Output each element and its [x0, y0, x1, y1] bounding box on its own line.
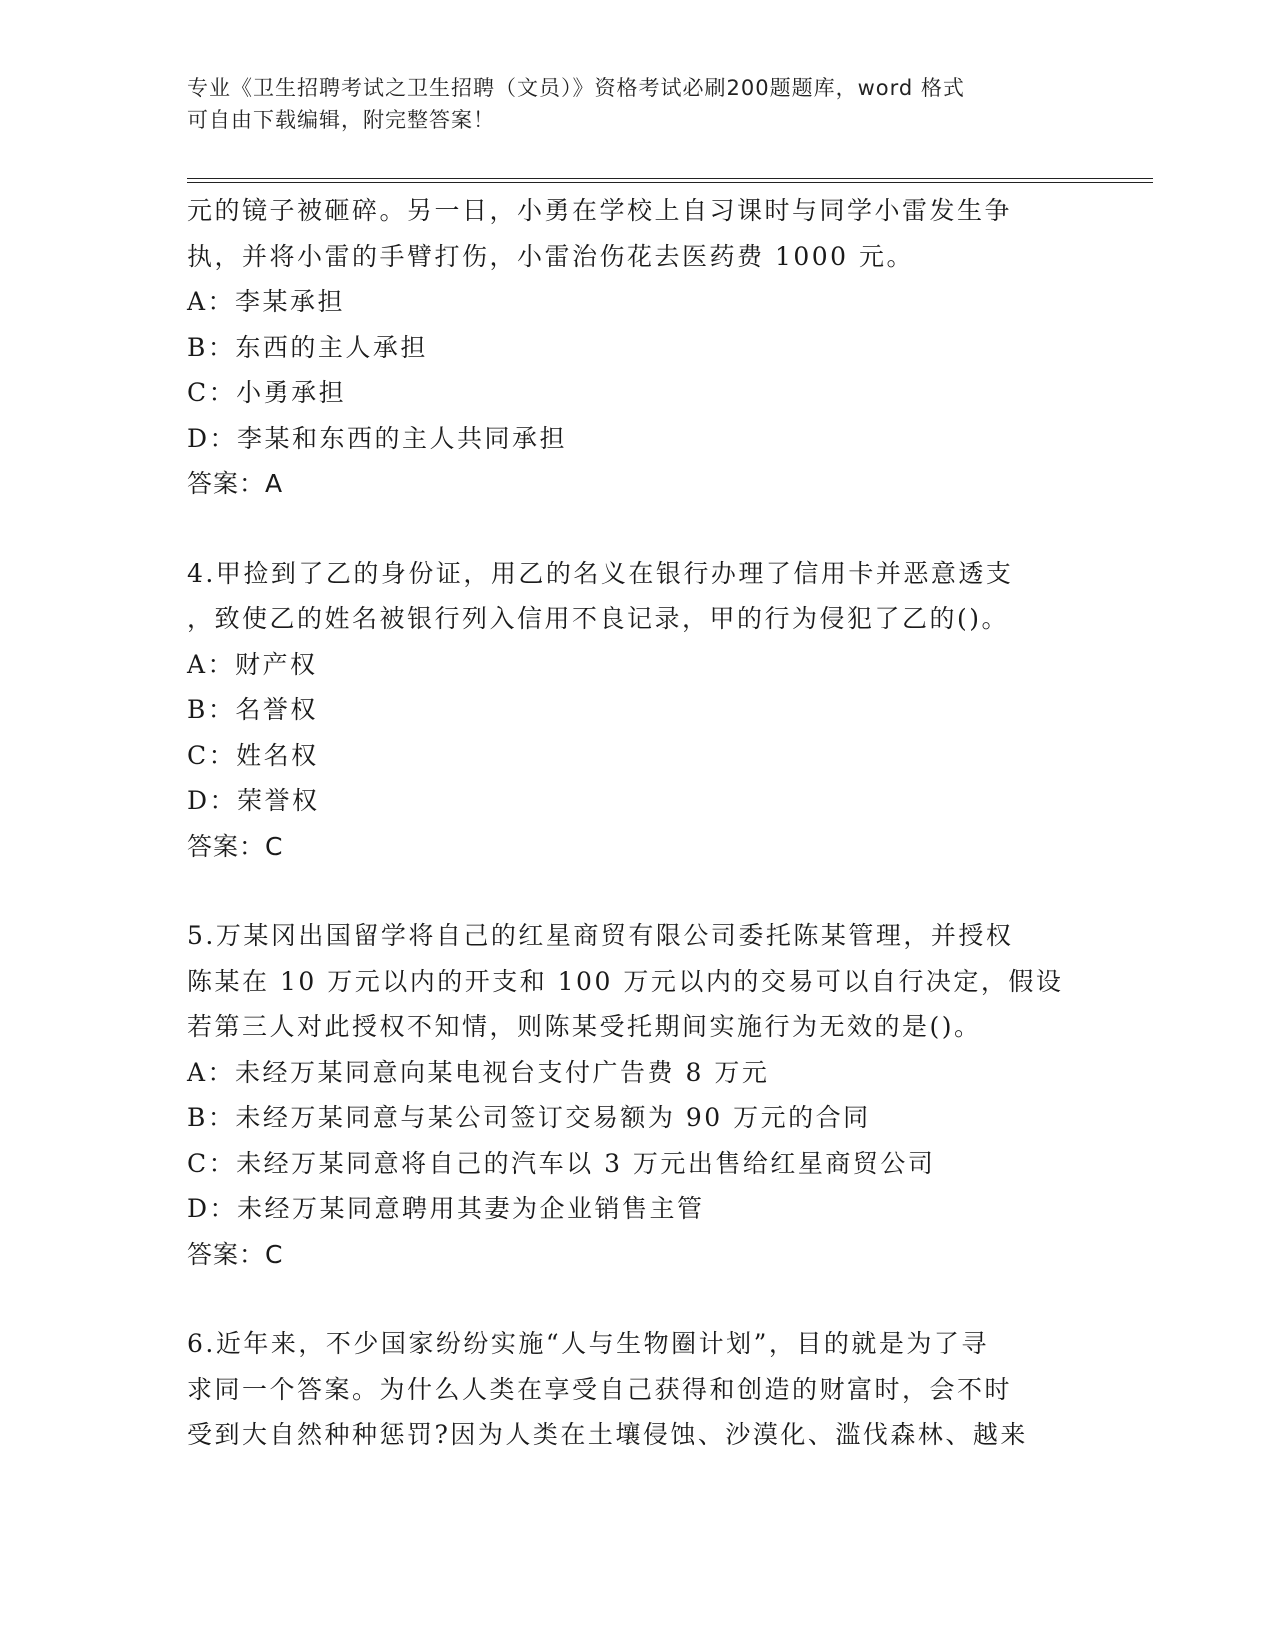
answer-line: 答案：C	[187, 1239, 284, 1269]
spacer	[187, 1277, 1087, 1321]
header-title-line-2: 可自由下载编辑，附完整答案！	[187, 108, 495, 132]
option-c: C：未经万某同意将自己的汽车以 3 万元出售给红星商贸公司	[187, 1148, 936, 1178]
question-text-line: 6.近年来，不少国家纷纷实施“人与生物圈计划”，目的就是为了寻	[187, 1329, 989, 1358]
question-text-line: 4.甲捡到了乙的身份证，用乙的名义在银行办理了信用卡并恶意透支	[187, 558, 1014, 588]
header-divider-bottom	[187, 182, 1153, 183]
option-c: C：小勇承担	[187, 378, 347, 407]
page-header	[187, 72, 1067, 136]
option-d: D：荣誉权	[187, 786, 320, 815]
question-text-line: 求同一个答案。为什么人类在享受自己获得和创造的财富时，会不时	[187, 1374, 1013, 1404]
question-text-line: 受到大自然种种惩罚?因为人类在土壤侵蚀、沙漠化、滥伐森林、越来	[187, 1420, 1028, 1449]
spacer	[187, 869, 1087, 913]
spacer	[187, 507, 1087, 551]
header-divider-top	[187, 178, 1153, 179]
option-d: D：未经万某同意聘用其妻为企业销售主管	[187, 1194, 705, 1223]
question-text-line: 5.万某冈出国留学将自己的红星商贸有限公司委托陈某管理，并授权	[187, 921, 1014, 950]
option-a: A：未经万某同意向某电视台支付广告费 8 万元	[187, 1057, 770, 1087]
option-a: A：李某承担	[187, 287, 346, 316]
option-c: C：姓名权	[187, 740, 319, 770]
answer-line: 答案：A	[187, 469, 284, 498]
question-text-line: 执，并将小雷的手臂打伤，小雷治伤花去医药费 1000 元。	[187, 241, 915, 271]
question-4	[187, 551, 1087, 870]
question-text-line: 元的镜子被砸碎。另一日，小勇在学校上自习课时与同学小雷发生争	[187, 196, 1013, 225]
option-b: B：未经万某同意与某公司签订交易额为 90 万元的合同	[187, 1103, 871, 1132]
option-b: B：名誉权	[187, 695, 318, 724]
question-5	[187, 913, 1087, 1277]
answer-line: 答案：C	[187, 831, 284, 861]
option-b: B：东西的主人承担	[187, 332, 428, 362]
question-text-line: 若第三人对此授权不知情，则陈某受托期间实施行为无效的是()。	[187, 1012, 982, 1041]
option-a: A：财产权	[187, 649, 318, 679]
question-text-line: 陈某在 10 万元以内的开支和 100 万元以内的交易可以自行决定，假设	[187, 966, 1064, 996]
option-d: D：李某和东西的主人共同承担	[187, 423, 568, 453]
question-text-line: ，致使乙的姓名被银行列入信用不良记录，甲的行为侵犯了乙的()。	[187, 604, 1010, 633]
header-title-line-1: 专业《卫生招聘考试之卫生招聘（文员）》资格考试必刷200题题库，word 格式	[187, 76, 965, 100]
question-6	[187, 1321, 1087, 1458]
question-content	[187, 188, 1087, 1458]
question-3	[187, 188, 1087, 507]
